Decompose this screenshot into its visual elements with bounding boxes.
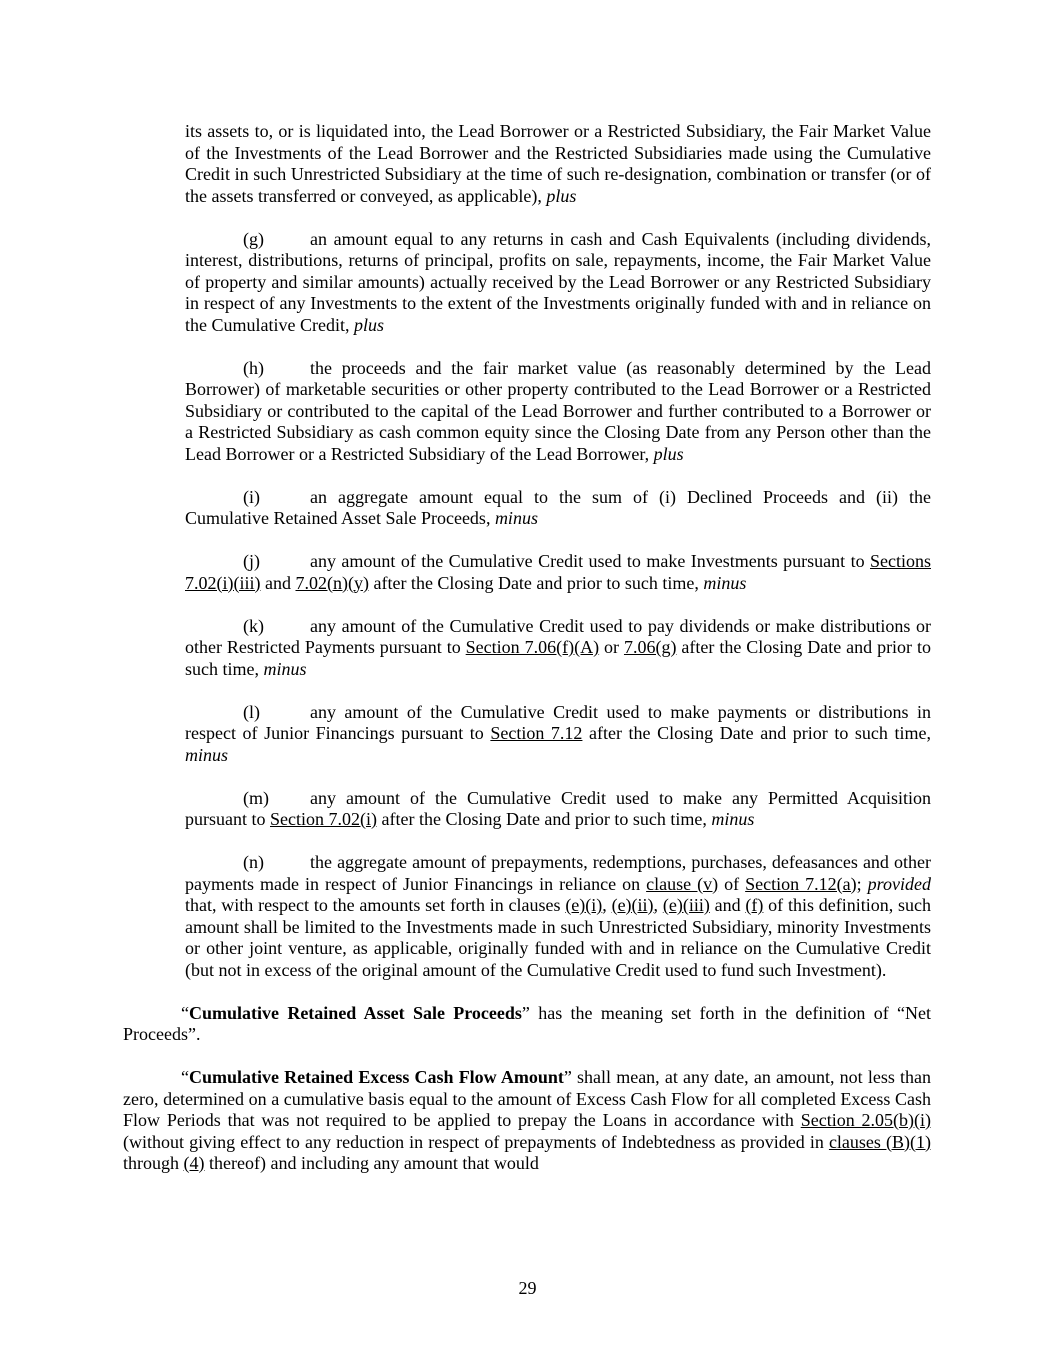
text-run: (without giving effect to any reduction in respect of prepayments of Indebtedness as provided in (123, 1131, 829, 1152)
definition-paragraph (123, 1067, 931, 1175)
text-run: any amount of the Cumulative Credit used to pay dividends or make distributions or other Restricted Payments pursuant to (185, 615, 931, 657)
text-run: after the Closing Date and prior to such time, (185, 637, 931, 679)
clause-paragraph (185, 852, 931, 981)
text-run: plus (653, 443, 684, 464)
clause-paragraph (185, 121, 931, 207)
text-run: and (709, 895, 746, 915)
text-run: any amount of the Cumulative Credit used to make payments or distributions in respect of Junior Financings pursuant to (185, 701, 931, 743)
text-run: , (653, 895, 663, 915)
clause-label: (i) (243, 486, 260, 507)
text-run: ; (856, 873, 868, 894)
text-run: ” has the meaning set forth in the definition of “Net Proceeds”. (123, 1002, 932, 1044)
text-run: minus (711, 809, 755, 829)
text-run: Section 7.02(i) (270, 809, 377, 829)
clause-paragraph (185, 229, 931, 337)
text-run: any amount of the Cumulative Credit used to make Investments pursuant to (310, 551, 870, 571)
text-run: “ (181, 1067, 189, 1087)
text-run: after the Closing Date and prior to such time, (368, 572, 704, 593)
text-run: of (718, 873, 746, 894)
text-run: through (123, 1153, 184, 1173)
definition-paragraph (123, 1003, 931, 1046)
text-run: 7.02(n)(y) (295, 572, 369, 593)
text-run: Section 7.06(f)(A) (465, 637, 600, 657)
text-run: its assets to, or is liquidated into, the Lead Borrower or a Restricted Subsidiary, the Fair Market Value of the Investments of the Lead Borrower and the Restricted Subsidiaries made using the Cumulative Credit in such Unrestricted Subsidiary at the time of such re-designation, combination or transfer (or of the assets transferred or conveyed, as applicable), (185, 121, 931, 206)
text-run: after the Closing Date and prior to such time, (376, 809, 712, 829)
clause-label: (n) (243, 852, 264, 872)
text-run: “ (181, 1002, 189, 1023)
text-run: ” shall mean, at any date, an amount, not less than zero, determined on a cumulative basis equal to the amount of Excess Cash Flow for all completed Excess Cash Flow Periods that was not required to be applied to prepay the Loans in accordance with (123, 1067, 931, 1130)
clause-label: (g) (243, 228, 264, 249)
clause-label: (l) (243, 701, 260, 722)
text-run: Section 7.12(a) (745, 873, 857, 894)
text-run: Section 7.12 (490, 723, 583, 743)
text-run: 7.06(g) (623, 637, 677, 657)
text-run: the aggregate amount of prepayments, redemptions, purchases, defeasances and other payments made in respect of Junior Financings in reliance on (185, 852, 931, 894)
text-run: an aggregate amount equal to the sum of (i) Declined Proceeds and (ii) the Cumulative Retained Asset Sale Proceeds, (185, 486, 931, 528)
text-run: minus (703, 572, 747, 593)
clause-label: (k) (243, 615, 264, 636)
text-run: , (602, 895, 612, 915)
text-run: (f) (745, 895, 764, 915)
document-body (123, 121, 931, 1196)
text-run: thereof) and including any amount that would (204, 1153, 539, 1173)
text-run: (e)(iii) (662, 895, 710, 915)
text-run: (e)(i) (565, 895, 603, 915)
text-run: Cumulative Retained Excess Cash Flow Amount (189, 1067, 564, 1087)
clause-paragraph (185, 551, 931, 594)
text-run: any amount of the Cumulative Credit used to make any Permitted Acquisition pursuant to (185, 787, 931, 829)
text-run: and (260, 572, 296, 593)
text-run: minus (494, 508, 538, 528)
text-run: after the Closing Date and prior to such time, (582, 723, 931, 743)
text-run: or (599, 637, 624, 657)
text-run: (e)(ii) (611, 895, 654, 915)
text-run: the proceeds and the fair market value (as reasonably determined by the Lead Borrower) of marketable securities or other property contributed to the Lead Borrower or a Restricted Subsidiary or contributed to the capital of the Lead Borrower and further contributed to a Borrower or a Restricted Subsidiary as cash common equity since the Closing Date from any Person other than the Lead Borrower or a Restricted Subsidiary of the Lead Borrower, (185, 357, 931, 464)
text-run: of this definition, such amount shall be limited to the Investments made in such Unrestricted Subsidiary, minority Investments or other joint venture, as applicable, originally funded with and in reliance on the Cumulative Credit (but not in excess of the original amount of the Cumulative Credit used to fund such Investment). (185, 895, 932, 980)
text-run: plus (353, 314, 384, 335)
clause-paragraph (185, 358, 931, 466)
text-run: minus (185, 744, 229, 765)
text-run: provided (867, 873, 931, 894)
text-run: Sections 7.02(i)(iii) (185, 551, 931, 593)
text-run: Section 2.05(b)(i) (800, 1110, 931, 1130)
text-run: (4) (183, 1153, 205, 1173)
text-run: minus (263, 658, 307, 679)
clause-paragraph (185, 487, 931, 530)
text-run: clause (v) (646, 873, 719, 894)
page-number: 29 (518, 1278, 537, 1298)
text-run: clauses (B)(1) (828, 1131, 931, 1152)
clause-label: (j) (243, 551, 260, 571)
text-run: Cumulative Retained Asset Sale Proceeds (189, 1002, 522, 1023)
clause-paragraph (185, 788, 931, 831)
text-run: plus (546, 185, 577, 206)
text-run: that, with respect to the amounts set forth in clauses (185, 895, 566, 915)
clause-paragraph (185, 702, 931, 767)
clause-label: (m) (243, 787, 269, 808)
clause-label: (h) (243, 357, 264, 378)
clause-paragraph (185, 616, 931, 681)
text-run: an amount equal to any returns in cash and Cash Equivalents (including dividends, interest, distributions, returns of principal, profits on sale, repayments, income, the Fair Market Value of property and similar amounts) actually received by the Lead Borrower or any Restricted Subsidiary in respect of any Investments to the extent of the Investments originally funded with and in reliance on the Cumulative Credit, (185, 228, 931, 335)
